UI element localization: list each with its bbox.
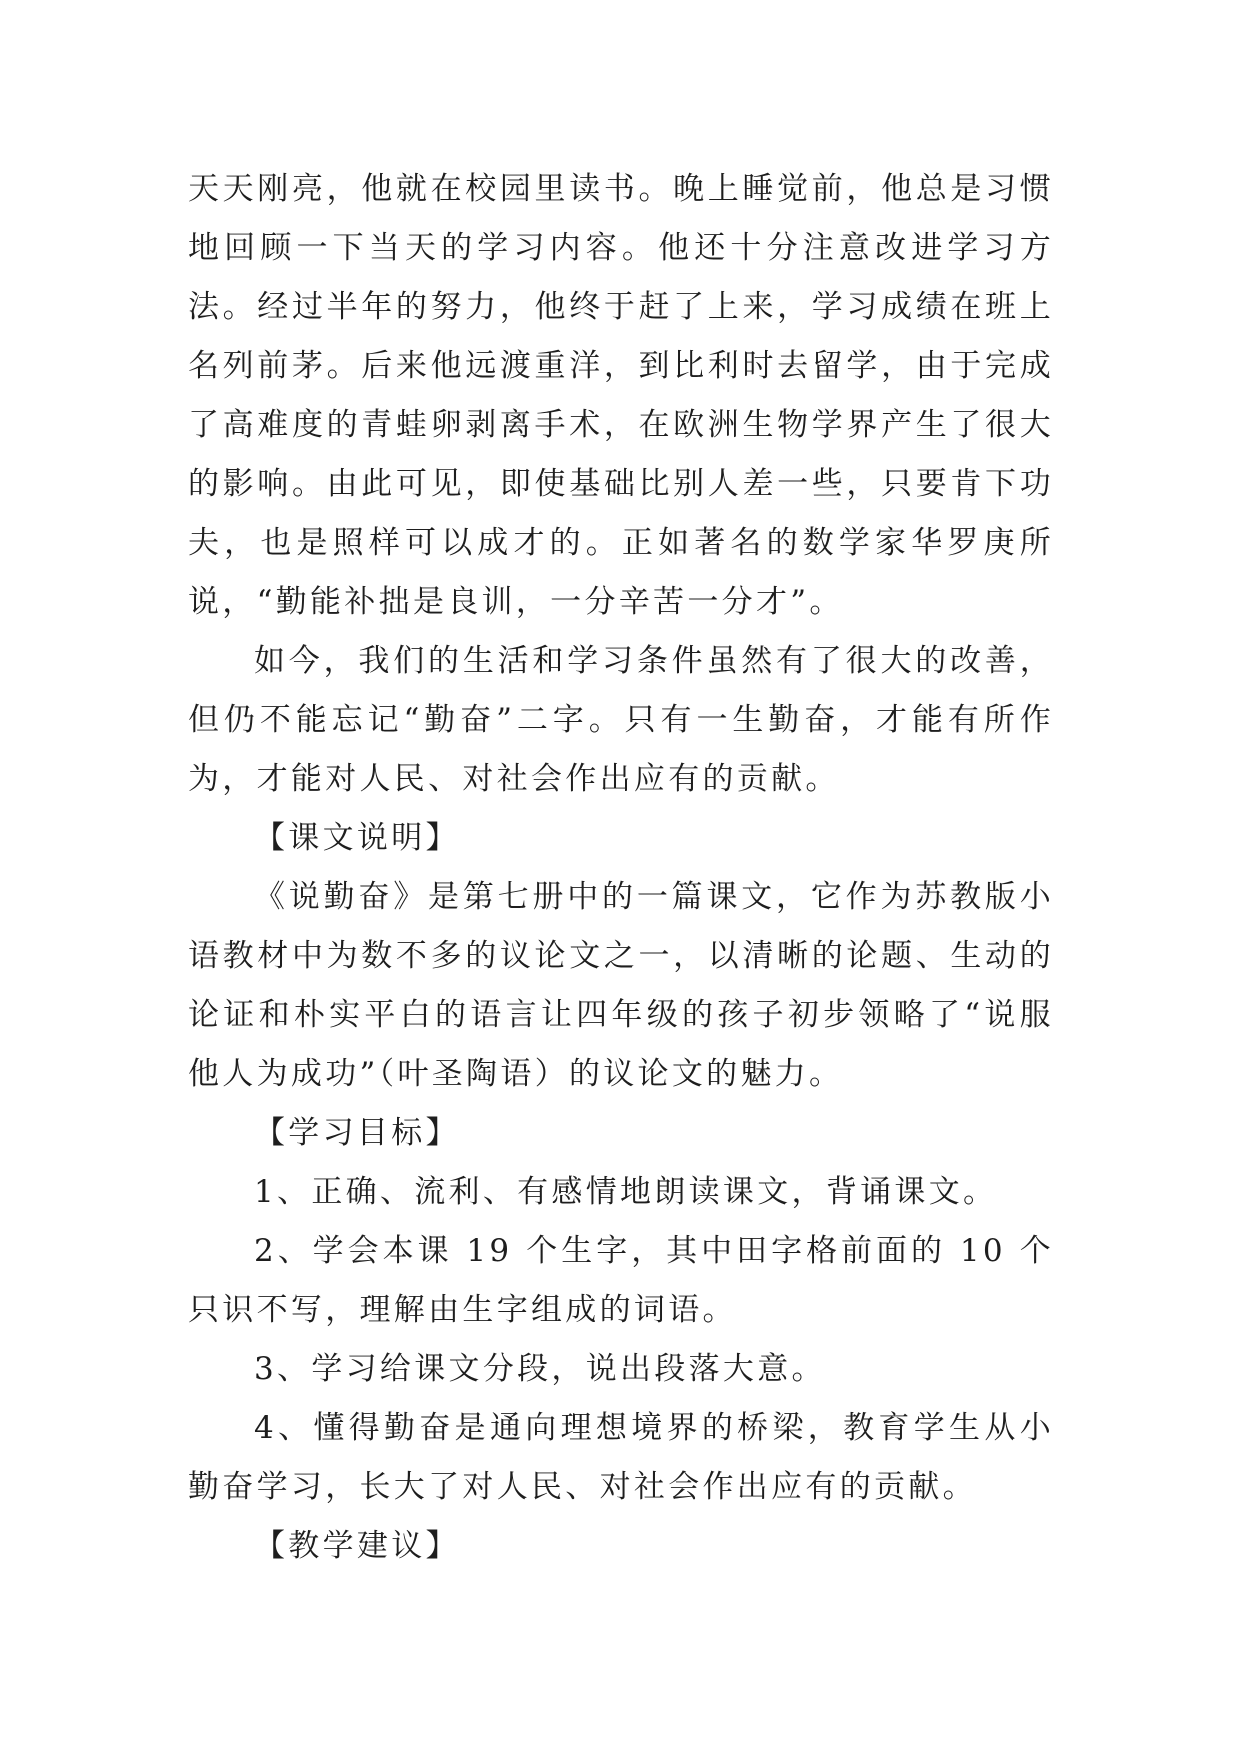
goal-item-1: 1、正确、流利、有感情地朗读课文，背诵课文。 xyxy=(254,1174,998,1210)
goal-item-4: 4、懂得勤奋是通向理想境界的桥梁，教育学生从小勤奋学习，长大了对人民、对社会作出应有的贡献。 xyxy=(188,1410,1054,1505)
goal-item-2: 2、学会本课 19 个生字，其中田字格前面的 10 个只识不写，理解由生字组成的词语。 xyxy=(188,1233,1054,1328)
heading-teaching-suggestions: 【教学建议】 xyxy=(254,1528,460,1564)
goal-item-3: 3、学习给课文分段，说出段落大意。 xyxy=(254,1351,826,1387)
heading-text-description: 【课文说明】 xyxy=(254,820,460,856)
paragraph-text-description: 《说勤奋》是第七册中的一篇课文，它作为苏教版小语教材中为数不多的议论文之一，以清晰的论题、生动的论证和朴实平白的语言让四年级的孩子初步领略了“说服他人为成功”（叶圣陶语）的议论文的魅力。 xyxy=(188,879,1054,1092)
heading-learning-goals: 【学习目标】 xyxy=(254,1115,460,1151)
paragraph-story-continued: 天天刚亮，他就在校园里读书。晚上睡觉前，他总是习惯地回顾一下当天的学习内容。他还十分注意改进学习方法。经过半年的努力，他终于赶了上来，学习成绩在班上名列前茅。后来他远渡重洋，到比利时去留学，由于完成了高难度的青蛙卵剥离手术，在欧洲生物学界产生了很大的影响。由此可见，即使基础比别人差一些，只要肯下功夫，也是照样可以成才的。正如著名的数学家华罗庚所说，“勤能补拙是良训，一分辛苦一分才”。 xyxy=(188,171,1054,620)
document-page xyxy=(188,160,1054,1576)
paragraph-conclusion: 如今，我们的生活和学习条件虽然有了很大的改善，但仍不能忘记“勤奋”二字。只有一生勤奋，才能有所作为，才能对人民、对社会作出应有的贡献。 xyxy=(188,643,1054,797)
